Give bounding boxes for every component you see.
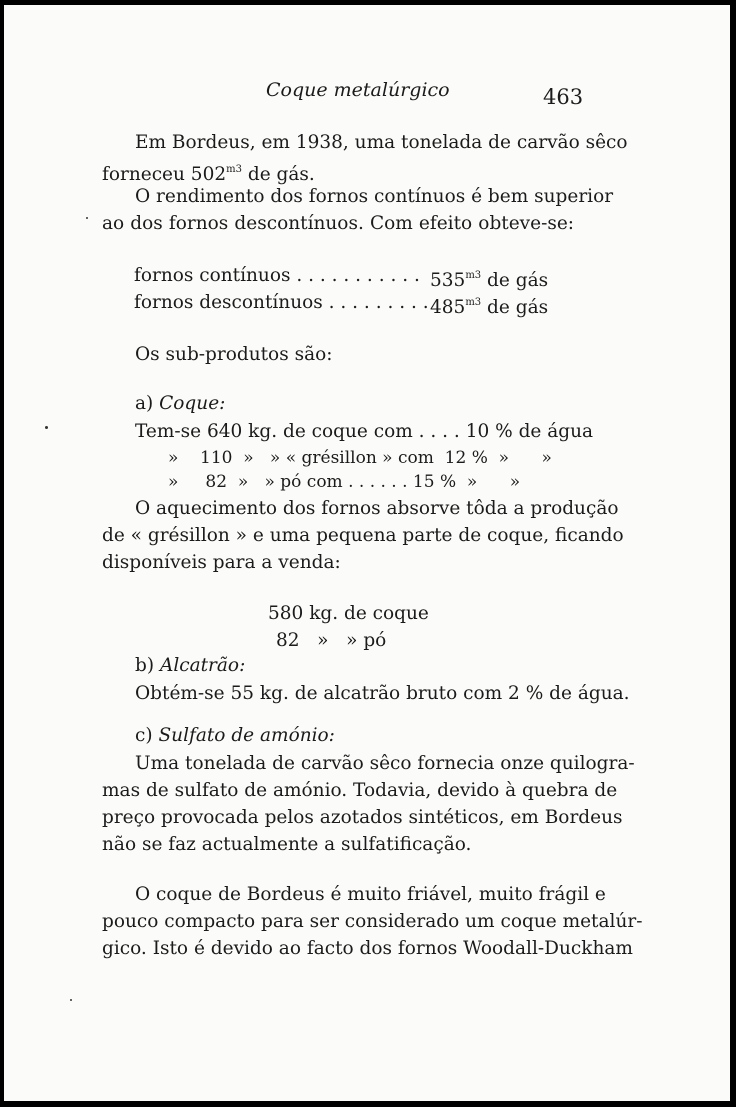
section-a-heading: a) Coque: — [135, 393, 226, 414]
section-c-heading: c) Sulfato de amónio: — [135, 725, 335, 746]
section-c-line4: não se faz actualmente a sulfatificação. — [102, 834, 472, 855]
available-coque: 580 kg. de coque — [268, 603, 429, 624]
scan-speck — [45, 426, 48, 429]
para2-line2: ao dos fornos descontínuos. Com efeito obteve-se: — [102, 213, 574, 234]
running-header-title: Coque metalúrgico — [266, 79, 450, 101]
coque-row-2: » 110 » » « grésillon » com 12 % » » — [168, 448, 552, 468]
byproducts-intro: Os sub-produtos são: — [135, 344, 333, 365]
section-c-line1: Uma tonelada de carvão sêco fornecia onze quilogra- — [135, 753, 635, 774]
para1-line1: Em Bordeus, em 1938, uma tonelada de carvão sêco — [135, 132, 628, 153]
para1-line2: forneceu $502^{m3}$ de gás. — [102, 164, 315, 185]
closing-line1: O coque de Bordeus é muito friável, muito frágil e — [135, 884, 606, 905]
page-number: 463 — [543, 85, 584, 109]
para2-line1: O rendimento dos fornos contínuos é bem superior — [135, 186, 614, 207]
closing-line3: gico. Isto é devido ao facto dos fornos Woodall-Duckham — [102, 938, 633, 959]
section-c-line2: mas de sulfato de amónio. Todavia, devido à quebra de — [102, 780, 618, 801]
scan-speck — [86, 217, 88, 219]
section-a-para-line1: O aquecimento dos fornos absorve tôda a produção — [135, 498, 619, 519]
book-page: Coque metalúrgico 463 Em Bordeus, em 1938, uma tonelada de carvão sêco forneceu $502^{m3}$ de gás. O rendimento dos fornos contínuos é bem superior ao dos fornos descontínuos. Com efeito obteve-se: fornos contínuos . . . . . . . . . . . $535^{m3}$ de gás fornos descontínuos . . . . . . . . . $485^{m3}$ de gás Os sub-produtos são: a) Coque: Tem-se 640 kg. de coque com . . . . 10 % de água » 110 » » « grésillon » com 12 % » » » 82 » » pó com . . . . . . 15 % » » O aquecimento dos fornos absorve tôda a produção de « grésillon » e uma pequena parte de coque, ficando disponíveis para a venda: 580 kg. de coque 82 » » pó b) Alcatrão: Obtém-se 55 kg. de alcatrão bruto com 2 % de água. c) Sulfato de amónio: Uma tonelada de carvão sêco fornecia onze quilogra- mas de sulfato de amónio. Todavia, devido à quebra de preço provocada pelos azotados sintéticos, em Bordeus não se faz actualmente a sulfatificação. O coque de Bordeus é muito friável, muito frágil e pouco compacto para ser considerado um coque metalúr- gico. Isto é devido ao facto dos fornos Woodall-Duckham — [4, 5, 730, 1101]
section-b-heading: b) Alcatrão: — [135, 655, 246, 676]
coque-row-3: » 82 » » pó com . . . . . . 15 % » » — [168, 472, 521, 492]
scan-speck — [70, 999, 72, 1001]
available-po: 82 » » pó — [276, 630, 387, 651]
coque-row-1: Tem-se 640 kg. de coque com . . . . 10 % de água — [135, 421, 594, 442]
section-a-para-line2: de « grésillon » e uma pequena parte de coque, ficando — [102, 525, 624, 546]
section-b-line: Obtém-se 55 kg. de alcatrão bruto com 2 % de água. — [135, 683, 630, 704]
section-a-para-line3: disponíveis para a venda: — [102, 552, 341, 573]
section-c-line3: preço provocada pelos azotados sintéticos, em Bordeus — [102, 807, 623, 828]
closing-line2: pouco compacto para ser considerado um coque metalúr- — [102, 911, 643, 932]
